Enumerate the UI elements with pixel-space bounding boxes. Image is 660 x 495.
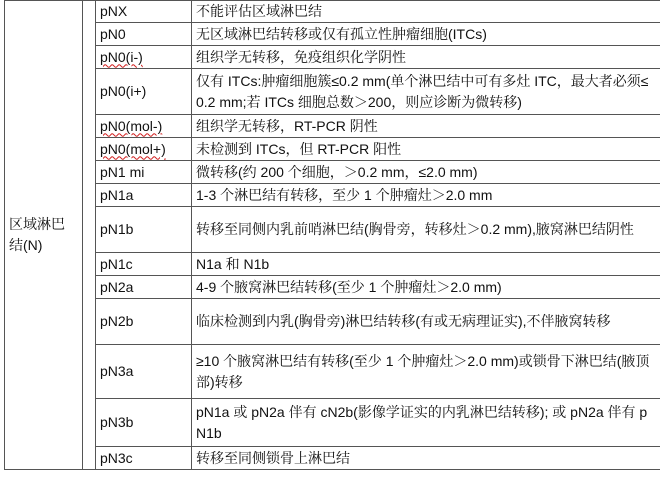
- table-body: [5, 1, 660, 470]
- stage-description-cell: 未检测到 ITCs，但 RT-PCR 阳性: [192, 138, 660, 161]
- stage-description-cell: 不能评估区域淋巴结: [192, 1, 660, 23]
- stage-description-cell: 转移至同侧锁骨上淋巴结: [192, 447, 660, 470]
- table-row: [5, 345, 660, 399]
- stage-code-text: pN0(mol-): [100, 117, 163, 134]
- stage-description-cell: 无区域淋巴结转移或仅有孤立性肿瘤细胞(ITCs): [192, 23, 660, 46]
- table-row: [5, 23, 660, 46]
- table-row: [5, 253, 660, 276]
- table-row: [5, 138, 660, 161]
- stage-code-cell: pN2a: [96, 276, 192, 299]
- stage-code-cell: [96, 115, 192, 138]
- stage-description-cell: 临床检测到内乳(胸骨旁)淋巴结转移(有或无病理证实),不伴腋窝转移: [192, 299, 660, 345]
- stage-code-cell: pN3a: [96, 345, 192, 399]
- table-row: [5, 399, 660, 447]
- stage-code-cell: pN1 mi: [96, 161, 192, 184]
- group-label-cell: 区域淋巴结(N): [5, 1, 83, 470]
- stage-code-cell: pN3b: [96, 399, 192, 447]
- stage-description-cell: 转移至同侧内乳前哨淋巴结(胸骨旁，转移灶＞0.2 mm),腋窝淋巴结阴性: [192, 207, 660, 253]
- stage-description-cell: ≥10 个腋窝淋巴结有转移(至少 1 个肿瘤灶＞2.0 mm)或锁骨下淋巴结(腋顶部)转移: [192, 345, 660, 399]
- stage-code-cell: pN0(i+): [96, 69, 192, 115]
- table-row: [5, 46, 660, 69]
- stage-code-cell: pN3c: [96, 447, 192, 470]
- stage-description-cell: 4-9 个腋窝淋巴结转移(至少 1 个肿瘤灶＞2.0 mm): [192, 276, 660, 299]
- stage-code-cell: pN1c: [96, 253, 192, 276]
- stage-description-cell: 组织学无转移，RT-PCR 阴性: [192, 115, 660, 138]
- stage-code-cell: [96, 46, 192, 69]
- table-row: [5, 184, 660, 207]
- stage-code-text: pN0(mol+): [100, 140, 166, 157]
- table-row: [5, 276, 660, 299]
- stage-code-text: pN0(i-): [100, 48, 143, 65]
- table-row: [5, 207, 660, 253]
- stage-description-cell: 微转移(约 200 个细胞，＞0.2 mm，≤2.0 mm): [192, 161, 660, 184]
- stage-description-cell: 1-3 个淋巴结有转移，至少 1 个肿瘤灶＞2.0 mm: [192, 184, 660, 207]
- stage-code-cell: pN2b: [96, 299, 192, 345]
- stage-description-cell: N1a 和 N1b: [192, 253, 660, 276]
- stage-code-cell: pN1b: [96, 207, 192, 253]
- stage-code-cell: [96, 138, 192, 161]
- stage-code-cell: pN1a: [96, 184, 192, 207]
- table-row: [5, 1, 660, 23]
- stage-description-cell: pN1a 或 pN2a 伴有 cN2b(影像学证实的内乳淋巴结转移); 或 pN2a 伴有 pN1b: [192, 399, 660, 447]
- table-row: [5, 69, 660, 115]
- table-row: [5, 447, 660, 470]
- stage-code-cell: pN0: [96, 23, 192, 46]
- stage-description-cell: 仅有 ITCs:肿瘤细胞簇≤0.2 mm(单个淋巴结中可有多灶 ITC，最大者必须≤0.2 mm;若 ITCs 细胞总数＞200，则应诊断为微转移): [192, 69, 660, 115]
- stage-code-cell: pNX: [96, 1, 192, 23]
- table-row: [5, 299, 660, 345]
- table-row: [5, 161, 660, 184]
- stage-description-cell: 组织学无转移，免疫组织化学阴性: [192, 46, 660, 69]
- table-row: [5, 115, 660, 138]
- lymph-node-staging-table: [4, 0, 660, 470]
- spacer-column: [83, 1, 96, 470]
